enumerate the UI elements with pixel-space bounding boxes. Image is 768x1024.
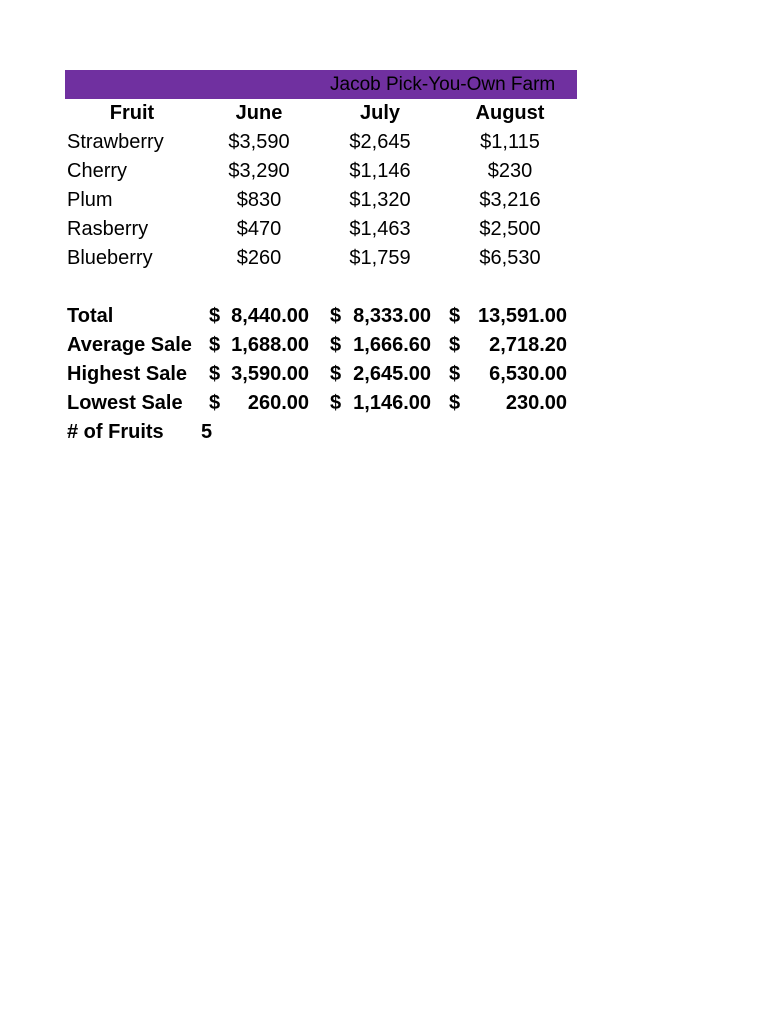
table-row (0, 186, 768, 215)
june-highest[interactable]: 3,590.00 (231, 363, 309, 385)
june-lowest[interactable]: 260.00 (247, 392, 309, 414)
june-cell[interactable]: $3,290 (228, 160, 290, 182)
august-cell[interactable]: $6,530 (479, 247, 541, 269)
currency-symbol: $ (330, 363, 342, 385)
august-cell[interactable]: $3,216 (479, 189, 541, 211)
july-average[interactable]: 1,666.60 (353, 334, 431, 356)
table-row (0, 157, 768, 186)
table-row (0, 128, 768, 157)
currency-symbol: $ (209, 363, 221, 385)
currency-symbol: $ (449, 334, 461, 356)
summary-label[interactable]: Highest Sale (67, 363, 188, 385)
july-highest[interactable]: 2,645.00 (353, 363, 431, 385)
june-total[interactable]: 8,440.00 (231, 305, 309, 327)
currency-symbol: $ (449, 305, 461, 327)
summary-label[interactable]: Average Sale (67, 334, 192, 356)
june-cell[interactable]: $260 (236, 247, 282, 269)
august-cell[interactable]: $2,500 (479, 218, 541, 240)
header-row (0, 99, 768, 128)
currency-symbol: $ (449, 392, 461, 414)
header-august[interactable]: August (475, 102, 545, 124)
august-lowest[interactable]: 230.00 (505, 392, 567, 414)
currency-symbol: $ (209, 305, 221, 327)
summary-row-fruit-count (0, 418, 768, 447)
august-cell[interactable]: $1,115 (480, 131, 540, 153)
august-cell[interactable]: $230 (487, 160, 533, 182)
fruit-cell[interactable]: Plum (67, 189, 113, 211)
fruit-cell[interactable]: Rasberry (67, 218, 149, 240)
july-cell[interactable]: $1,146 (349, 160, 411, 182)
header-june[interactable]: June (235, 102, 283, 124)
summary-label[interactable]: Lowest Sale (67, 392, 183, 414)
july-cell[interactable]: $1,463 (349, 218, 411, 240)
fruit-cell[interactable]: Blueberry (67, 247, 153, 269)
currency-symbol: $ (330, 334, 342, 356)
summary-label[interactable]: Total (67, 305, 114, 327)
currency-symbol: $ (209, 392, 221, 414)
header-july[interactable]: July (359, 102, 401, 124)
july-total[interactable]: 8,333.00 (353, 305, 431, 327)
fruit-count-value[interactable]: 5 (201, 421, 213, 443)
july-cell[interactable]: $1,320 (349, 189, 411, 211)
august-highest[interactable]: 6,530.00 (489, 363, 567, 385)
fruit-cell[interactable]: Strawberry (67, 131, 164, 153)
june-average[interactable]: 1,688.00 (231, 334, 309, 356)
fruit-cell[interactable]: Cherry (67, 160, 128, 182)
fruit-count-label[interactable]: # of Fruits (67, 421, 164, 443)
currency-symbol: $ (330, 392, 342, 414)
august-total[interactable]: 13,591.00 (478, 305, 567, 327)
currency-symbol: $ (209, 334, 221, 356)
currency-symbol: $ (449, 363, 461, 385)
currency-symbol: $ (330, 305, 342, 327)
summary-row-highest (0, 360, 768, 389)
july-cell[interactable]: $2,645 (349, 131, 411, 153)
july-lowest[interactable]: 1,146.00 (353, 392, 431, 414)
june-cell[interactable]: $470 (236, 218, 282, 240)
june-cell[interactable]: $3,590 (228, 131, 290, 153)
table-row (0, 215, 768, 244)
june-cell[interactable]: $830 (236, 189, 282, 211)
table-row (0, 244, 768, 273)
sheet-title: Jacob Pick-You-Own Farm (330, 74, 556, 95)
august-average[interactable]: 2,718.20 (489, 334, 567, 356)
july-cell[interactable]: $1,759 (349, 247, 411, 269)
header-fruit[interactable]: Fruit (109, 102, 155, 124)
summary-row-average (0, 331, 768, 360)
summary-row-lowest (0, 389, 768, 418)
summary-row-total (0, 302, 768, 331)
